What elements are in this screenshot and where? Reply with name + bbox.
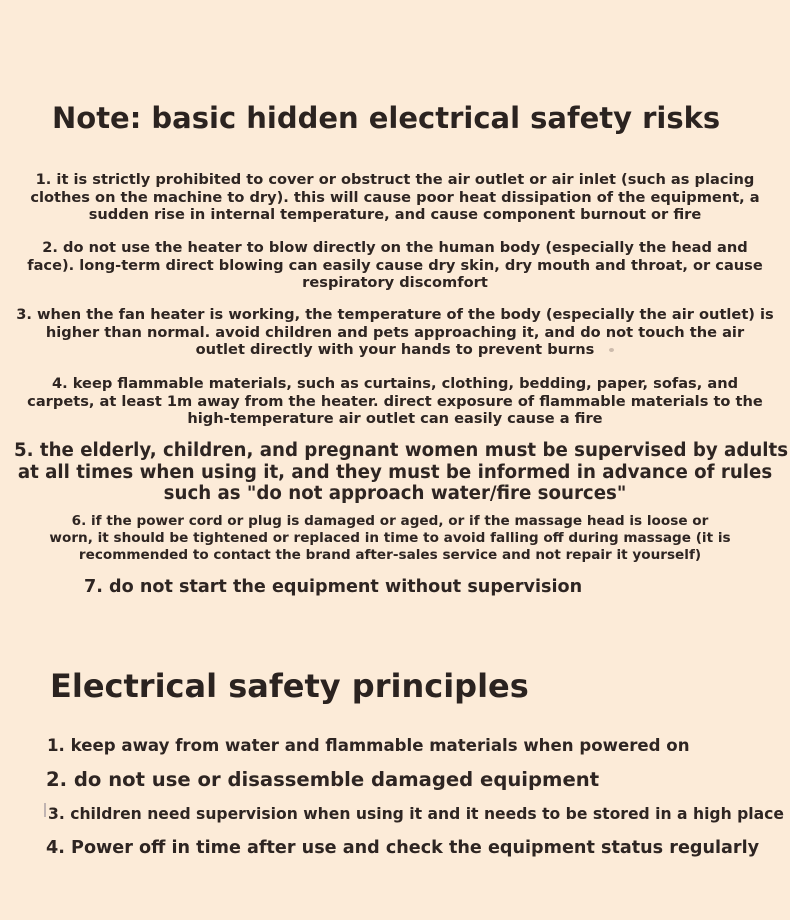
risk-item-5 — [14, 440, 789, 505]
principles-title: Electrical safety principles — [50, 667, 529, 705]
risk-item-5-line: 5. the elderly, children, and pregnant women must be supervised by adults — [14, 440, 789, 461]
risk-item-7: 7. do not start the equipment without supervision — [84, 577, 583, 597]
risk-item-1 — [14, 171, 776, 224]
risk-item-4-line: 4. keep flammable materials, such as curtains, clothing, bedding, paper, sofas, and — [51, 375, 739, 392]
risk-item-3-line: higher than normal. avoid children and pets approaching it, and do not touch the air — [45, 323, 745, 341]
risk-item-3 — [14, 306, 776, 359]
principle-item-4: 4. Power off in time after use and check the equipment status regularly — [46, 838, 760, 858]
edge-mark — [44, 803, 46, 817]
risk-item-2-line: 2. do not use the heater to blow directly on the human body (especially the head and — [42, 239, 748, 256]
risk-item-4-line: carpets, at least 1m away from the heater. direct exposure of flammable materials to the — [27, 392, 763, 410]
risk-item-6-line: worn, it should be tightened or replaced in time to avoid falling off during massage (it is — [49, 530, 731, 546]
risk-item-6-line: recommended to contact the brand after-sales service and not repair it yourself) — [78, 547, 702, 563]
risk-item-3-line: 3. when the fan heater is working, the temperature of the body (especially the air outlet) is — [16, 306, 774, 323]
risks-title: Note: basic hidden electrical safety risks — [52, 101, 721, 135]
risk-item-1-line: sudden rise in internal temperature, and cause component burnout or fire — [88, 206, 702, 223]
risk-item-5-line: at all times when using it, and they must be informed in advance of rules — [17, 461, 773, 483]
risk-item-3-line: outlet directly with your hands to prevent burns — [195, 341, 595, 358]
risk-item-6-line: 6. if the power cord or plug is damaged or aged, or if the massage head is loose or — [71, 513, 709, 529]
risk-item-6 — [40, 513, 740, 564]
risk-item-2 — [14, 239, 776, 292]
risk-item-4 — [14, 375, 776, 428]
risk-item-4-line: high-temperature air outlet can easily cause a fire — [187, 410, 603, 427]
principle-item-1: 1. keep away from water and flammable materials when powered on — [47, 736, 690, 755]
risk-item-2-line: face). long-term direct blowing can easily cause dry skin, dry mouth and throat, or cause — [27, 256, 763, 274]
risk-item-2-line: respiratory discomfort — [302, 274, 488, 291]
principle-item-3: 3. children need supervision when using it and it needs to be stored in a high place — [48, 805, 784, 823]
risk-item-1-line: 1. it is strictly prohibited to cover or obstruct the air outlet or air inlet (such as placing — [35, 171, 755, 188]
speck-mark — [609, 348, 614, 352]
risk-item-1-line: clothes on the machine to dry). this will cause poor heat dissipation of the equipment, a — [30, 188, 760, 206]
principle-item-2: 2. do not use or disassemble damaged equipment — [46, 768, 600, 791]
risk-item-5-line: such as "do not approach water/fire sources" — [163, 483, 627, 504]
